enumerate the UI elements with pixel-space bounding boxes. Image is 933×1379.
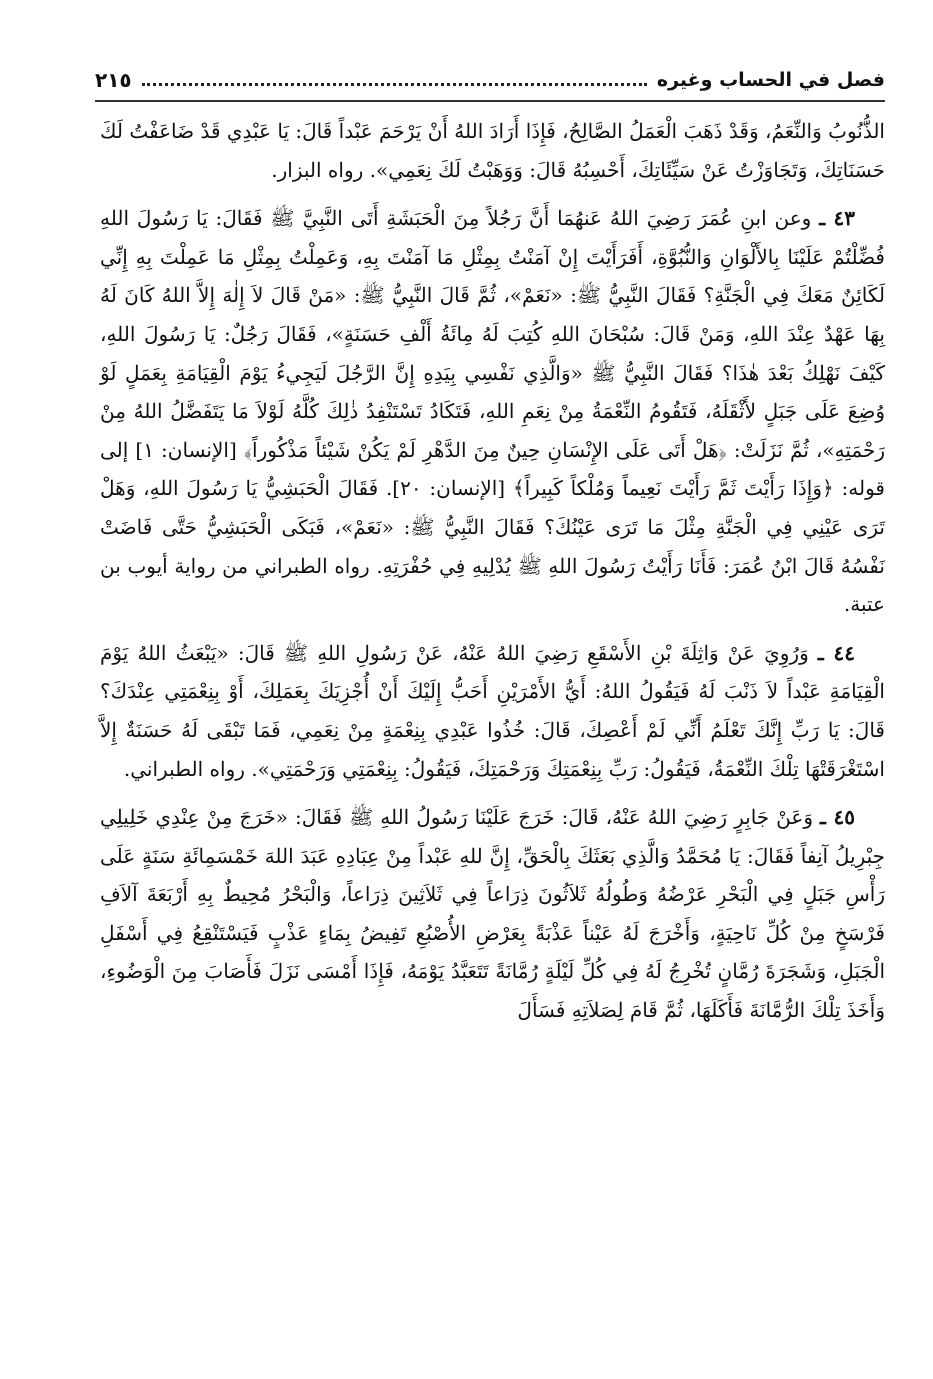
page-body <box>100 112 885 1040</box>
paragraph-text: الذُّنُوبُ وَالنِّعَمُ، وَقَدْ ذَهَبَ الْعَمَلُ الصَّالِحُ، فَإِذَا أَرَادَ اللهُ أَنْ يَرْحَمَ عَبْداً قَالَ: يَا عَبْدِي قَدْ ضَاعَفْتُ لَكَ حَسَنَاتِكَ، وَتَجَاوَزْتُ عَنْ سَيِّئَاتِكَ، أَحْسِبُهُ قَالَ: وَوَهَبْتُ لَكَ نِعَمِي». رواه البزار. <box>100 119 885 182</box>
hadith-paragraph-44 <box>100 634 885 788</box>
page-number: ٢١٥ <box>95 68 132 92</box>
paragraph-text: وَرُوِيَ عَنْ وَاثِلَةَ بْنِ الأَسْقَعِ رَضِيَ اللهُ عَنْهُ، عَنْ رَسُولِ اللهِ ﷺ قَالَ: «يَبْعَثُ اللهُ يَوْمَ الْقِيَامَةِ عَبْداً لاَ ذَنْبَ لَهُ فَيَقُولُ اللهُ: أَيُّ الأَمْرَيْنِ أَحَبُّ إِلَيْكَ أَنْ أُجْزِيَكَ بِعَمَلِكَ، أَوْ بِنِعْمَتِي عِنْدَكَ؟ قَالَ: يَا رَبِّ إِنَّكَ تَعْلَمُ أَنِّي لَمْ أَعْصِكَ، قَالَ: خُذُوا عَبْدِي بِنِعْمَةٍ مِنْ نِعَمِي، فَمَا تَبْقَى لَهُ حَسَنَةٌ إِلاَّ اسْتَغْرَقَتْهَا تِلْكَ النِّعْمَةُ، فَيَقُولُ: رَبِّ بِنِعْمَتِكَ وَرَحْمَتِكَ، فَيَقُولُ: بِنِعْمَتِي وَرَحْمَتِي». رواه الطبراني. <box>100 640 885 781</box>
hadith-paragraph-43 <box>100 199 885 624</box>
paragraph-text: وعن ابنِ عُمَرَ رَضِيَ اللهُ عَنهُمَا أَنَّ رَجُلاً مِنَ الْحَبَشَةِ أَتَى النَّبِيَّ ﷺ فَقَالَ: يَا رَسُولَ اللهِ فُضِّلْتُمْ عَلَيْنَا بِالأَلْوَانِ وَالنُّبُوَّةِ، أَفَرَأَيْتَ إِنْ آمَنْتُ بِمِثْلِ مَا آمَنْتَ بِهِ، وَعَمِلْتُ بِمِثْلِ مَا عَمِلْتَ بِهِ إِنِّي لَكَائِنٌ مَعَكَ فِي الْجَنَّةِ؟ فَقَالَ النَّبِيُّ ﷺ: «نَعَمْ»، ثُمَّ قَالَ النَّبِيُّ ﷺ: «مَنْ قَالَ لاَ إِلٰهَ إِلاَّ اللهُ كَانَ لَهُ بِهَا عَهْدٌ عِنْدَ اللهِ، وَمَنْ قَالَ: سُبْحَانَ اللهِ كُتِبَ لَهُ مِائَةُ أَلْفِ حَسَنَةٍ»، فَقَالَ رَجُلٌ: يَا رَسُولَ اللهِ، كَيْفَ نَهْلِكُ بَعْدَ هٰذَا؟ فَقَالَ النَّبِيُّ ﷺ «وَالَّذِي نَفْسِي بِيَدِهِ إِنَّ الرَّجُلَ لَيَجِيءُ يَوْمَ الْقِيَامَةِ بِعَمَلٍ لَوْ وُضِعَ عَلَى جَبَلٍ لأَثْقَلَهُ، فَتَقُومُ النِّعْمَةُ مِنْ نِعَمِ اللهِ، فَتَكَادُ تَسْتَنْفِدُ ذٰلِكَ كُلَّهُ لَوْلاَ مَا يَتَفَضَّلُ اللهُ مِنْ رَحْمَتِهِ»، ثُمَّ نَزَلَتْ: ﴿هَلْ أَتَى عَلَى الإِنْسَانِ حِينٌ مِنَ الدَّهْرِ لَمْ يَكُنْ شَيْئاً مَذْكُوراً﴾ [الإنسان: ١] إلى قوله: ﴿وَإِذَا رَأَيْتَ ثَمَّ رَأَيْتَ نَعِيماً وَمُلْكاً كَبِيراً﴾ [الإنسان: ٢٠]. فَقَالَ الْحَبَشِيُّ يَا رَسُولَ اللهِ، وَهَلْ تَرَى عَيْنِي فِي الْجَنَّةِ مِثْلَ مَا تَرَى عَيْنُكَ؟ فَقَالَ النَّبِيُّ ﷺ: «نَعَمْ»، فَبَكَى الْحَبَشِيُّ حَتَّى فَاضَتْ نَفْسُهُ قَالَ ابْنُ عُمَرَ: فَأَنَا رَأَيْتُ رَسُولَ اللهِ ﷺ يُدْلِيهِ فِي حُفْرَتِهِ. رواه الطبراني من رواية أيوب بن عتبة. <box>100 206 886 617</box>
header-leader-dots <box>142 83 647 86</box>
paragraph-text: وَعَنْ جَابِرٍ رَضِيَ اللهُ عَنْهُ، قَالَ: خَرَجَ عَلَيْنَا رَسُولُ اللهِ ﷺ فَقَالَ: «خَرَجَ مِنْ عِنْدِي خَلِيلِي جِبْرِيلُ آنِفاً فَقَالَ: يَا مُحَمَّدُ وَالَّذِي بَعَثَكَ بِالْحَقِّ، إِنَّ للهِ عَبْداً مِنْ عِبَادِهِ عَبَدَ اللهَ خَمْسَمِائَةِ سَنَةٍ عَلَى رَأْسِ جَبَلٍ فِي الْبَحْرِ عَرْضُهُ وَطُولُهُ ثَلاَثُونَ ذِرَاعاً فِي ثَلاَثِينَ ذِرَاعاً، وَالْبَحْرُ مُحِيطٌ بِهِ أَرْبَعَةَ آلاَفِ فَرْسَخٍ مِنْ كُلِّ نَاحِيَةٍ، وَأَخْرَجَ لَهُ عَيْناً عَذْبَةً بِعَرْضِ الأُصْبُعِ تَفِيضُ بِمَاءٍ عَذْبٍ فَيَسْتَنْقِعُ فِي أَسْفَلِ الْجَبَلِ، وَشَجَرَةَ رُمَّانٍ تُخْرِجُ لَهُ فِي كُلِّ لَيْلَةٍ رُمَّانَةً تَتَعَبَّدُ يَوْمَهُ، فَإِذَا أَمْسَى نَزَلَ فَأَصَابَ مِنَ الْوَضُوءِ، وَأَخَذَ تِلْكَ الرُّمَّانَةَ فَأَكَلَهَا، ثُمَّ قَامَ لِصَلاَتِهِ فَسَأَلَ <box>100 805 885 1023</box>
hadith-number: ٤٣ ـ <box>819 206 856 231</box>
hadith-number: ٤٤ ـ <box>817 640 856 665</box>
hadith-paragraph-45 <box>100 798 885 1030</box>
hadith-number: ٤٥ ـ <box>820 805 856 830</box>
paragraph-continuation <box>100 112 885 189</box>
header-divider <box>95 100 885 102</box>
chapter-title: فصل في الحساب وغيره <box>656 69 885 91</box>
running-header <box>95 62 885 98</box>
